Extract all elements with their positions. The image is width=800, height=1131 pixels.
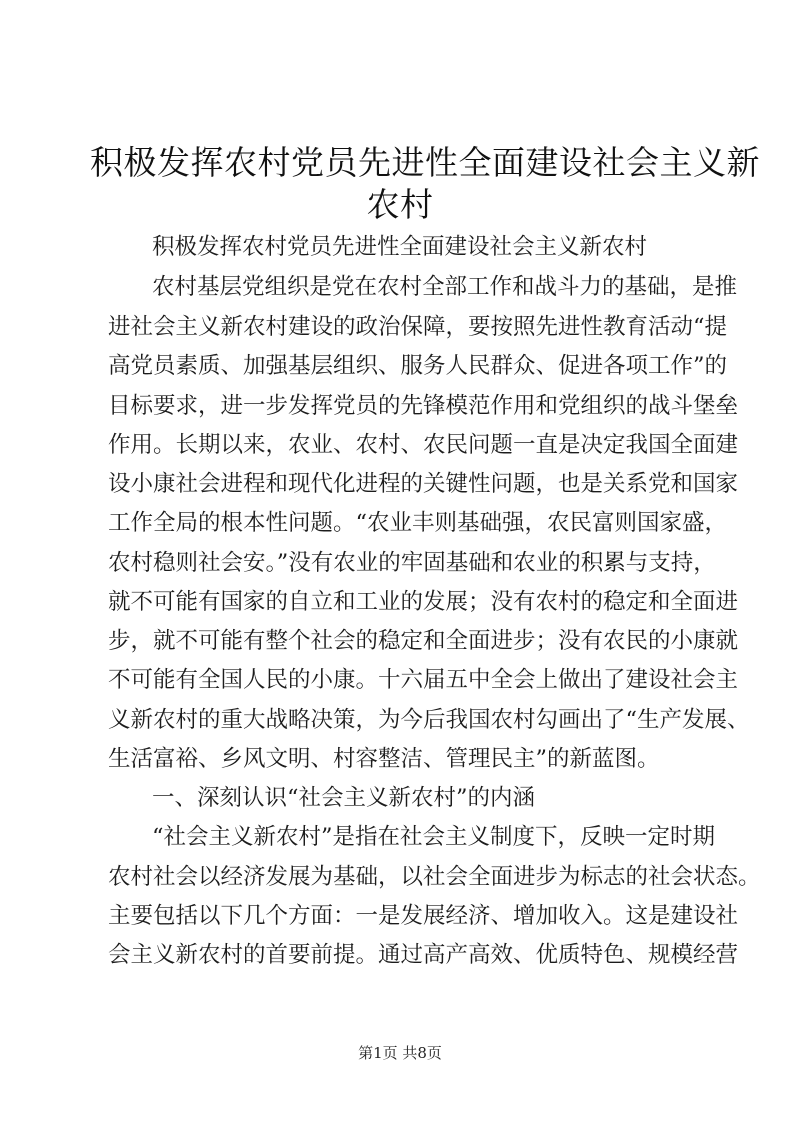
paragraph-line: 作用。长期以来，农业、农村、农民问题一直是决定我国全面建 [108,432,739,458]
paragraph-line: “社会主义新农村”是指在社会主义制度下，反映一定时期 [152,824,716,850]
paragraph-line: 主要包括以下几个方面：一是发展经济、增加收入。这是建设社 [108,903,739,929]
paragraph-line: 设小康社会进程和现代化进程的关键性问题，也是关系党和国家 [108,471,739,497]
paragraph-line: 会主义新农村的首要前提。通过高产高效、优质特色、规模经营 [108,942,739,968]
paragraph-line: 进社会主义新农村建设的政治保障，要按照先进性教育活动“提 [108,314,728,340]
paragraph-line: 目标要求，进一步发挥党员的先锋模范作用和党组织的战斗堡垒 [108,393,739,419]
paragraph-line: 工作全局的根本性问题。“农业丰则基础强，农民富则国家盛， [108,510,728,536]
paragraph-line: 高党员素质、加强基层组织、服务人民群众、促进各项工作”的 [108,353,728,379]
document-title-line-2: 农村 [366,185,434,224]
paragraph-line: 义新农村的重大战略决策，为今后我国农村勾画出了“生产发展、 [108,707,750,733]
paragraph-line: 不可能有全国人民的小康。十六届五中全会上做出了建设社会主 [108,667,739,693]
paragraph-line: 生活富裕、乡风文明、村容整洁、管理民主”的新蓝图。 [108,746,660,772]
subtitle-line: 积极发挥农村党员先进性全面建设社会主义新农村 [152,234,648,260]
page-footer: 第1页 共8页 [358,1044,442,1062]
paragraph-line: 农村社会以经济发展为基础，以社会全面进步为标志的社会状态。 [108,864,761,890]
paragraph-line: 步，就不可能有整个社会的稳定和全面进步；没有农民的小康就 [108,628,739,654]
paragraph-line: 农村基层党组织是党在农村全部工作和战斗力的基础，是推 [152,274,738,300]
paragraph-line: 就不可能有国家的自立和工业的发展；没有农村的稳定和全面进 [108,589,739,615]
section-heading: 一、深刻认识“社会主义新农村”的内涵 [152,785,536,811]
paragraph-line: 农村稳则社会安。”没有农业的牢固基础和农业的积累与支持， [108,550,716,576]
document-title-line-1: 积极发挥农村党员先进性全面建设社会主义新 [90,143,760,182]
